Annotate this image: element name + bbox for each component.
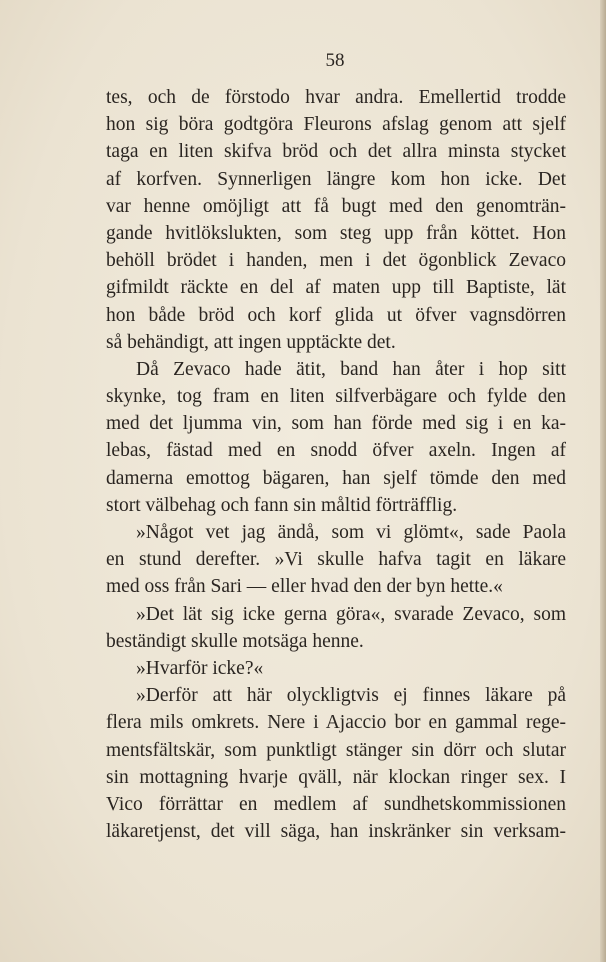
text-line: läkaretjenst, det vill säga, han inskränker sin verksam- <box>106 821 566 843</box>
text-line: Vico förrättar en medlem af sundhetskommissionen <box>106 793 566 815</box>
text-line: »Derför att här olyckligtvis ej finnes läkare på <box>136 685 566 707</box>
text-line: skynke, tog fram en liten silfverbägare och fylde den <box>106 386 566 408</box>
text-line: hon sig böra godtgöra Fleurons afslag genom att sjelf <box>106 114 566 136</box>
text-line: gifmildt räckte en del af maten upp till Baptiste, lät <box>106 277 566 299</box>
text-line: taga en liten skifva bröd och det allra minsta stycket <box>106 141 566 163</box>
text-line: »Något vet jag ändå, som vi glömt«, sade Paola <box>136 522 566 543</box>
text-line: beständigt skulle motsäga henne. <box>106 630 364 652</box>
text-line: så behändigt, att ingen upptäckte det. <box>106 331 396 353</box>
text-line: »Det lät sig icke gerna göra«, svarade Zevaco, som <box>136 603 566 625</box>
text-line: »Hvarför icke?« <box>136 657 264 679</box>
text-line: damerna emottog bägaren, han sjelf tömde den med <box>106 467 566 489</box>
text-line: tes, och de förstodo hvar andra. Emellertid trodde <box>106 87 566 108</box>
text-line: mentsfältskär, som punktligt stänger sin dörr och slutar <box>106 739 566 761</box>
text-line: sin mottagning hvarje qväll, när klockan ringer sex. I <box>106 766 566 788</box>
text-line: behöll brödet i handen, men i det ögonblick Zevaco <box>106 250 566 272</box>
text-line: af korfven. Synnerligen längre kom hon icke. Det <box>106 168 566 190</box>
text-line: Då Zevaco hade ätit, band han åter i hop sitt <box>136 358 566 380</box>
text-line: stort välbehag och fann sin måltid förträfflig. <box>106 494 458 516</box>
text-line: var henne omöjligt att få bugt med den genomträn- <box>106 195 566 217</box>
text-line: gande hvitlökslukten, som steg upp från köttet. Hon <box>106 222 566 244</box>
body-text <box>106 84 566 845</box>
text-line: med det ljumma vin, som han förde med sig i en ka- <box>106 413 566 435</box>
text-line: lebas, fästad med en snodd öfver axeln. Ingen af <box>106 440 566 462</box>
text-line: flera mils omkrets. Nere i Ajaccio bor en gammal rege- <box>106 712 566 734</box>
page-edge <box>600 0 606 962</box>
page-number: 58 <box>325 50 345 71</box>
text-line: en stund derefter. »Vi skulle hafva tagit en läkare <box>106 549 566 571</box>
text-line: hon både bröd och korf glida ut öfver vagnsdörren <box>106 304 566 326</box>
text-line: med oss från Sari — eller hvad den der byn hette.« <box>106 576 503 598</box>
